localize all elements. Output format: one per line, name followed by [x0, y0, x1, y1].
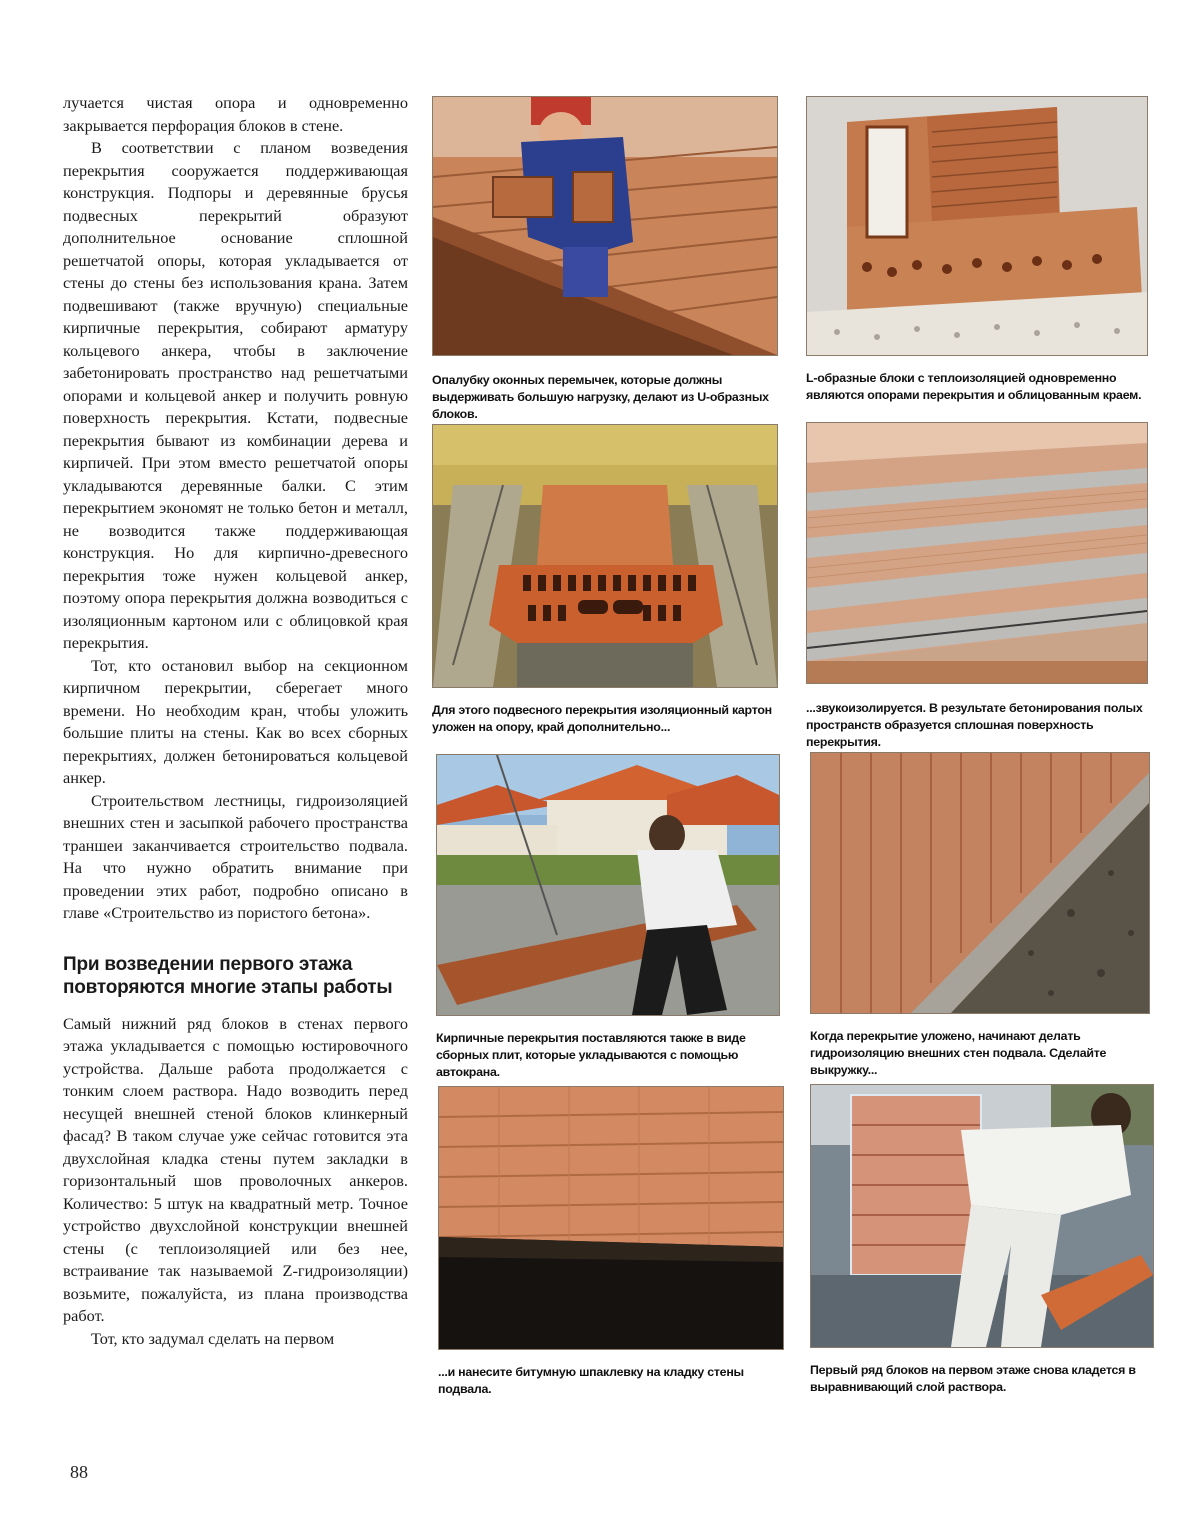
photo-first-row-worker	[810, 1084, 1154, 1348]
photo-caption: Когда перекрытие уложено, начинают делать гидроизоляцию внешних стен подвала. Сделайте выкружку...	[810, 1029, 1107, 1077]
photo-worker-u-blocks	[432, 96, 778, 356]
photo-caption: Первый ряд блоков на первом этаже снова кладется в выравнивающий слой раствора.	[810, 1363, 1136, 1394]
page-number: 88	[70, 1462, 88, 1482]
photo-basement-wall	[810, 752, 1150, 1014]
photo-caption: L-образные блоки с теплоизоляцией одновременно являются опорами перекрытия и облицованным краем.	[806, 371, 1142, 402]
photo-floor-beams	[806, 422, 1148, 684]
body-text-column	[63, 92, 408, 1350]
photo-caption: Опалубку оконных перемычек, которые должны выдерживать большую нагрузку, делают из U-образных блоков.	[432, 373, 769, 421]
paragraph: Тот, кто задумал сделать на первом	[91, 1328, 335, 1348]
paragraph: лучается чистая опора и одновременно закрывается перфорация блоков в стене.	[63, 93, 408, 135]
photo-floor-block-support	[432, 424, 778, 688]
photo-caption: ...звукоизолируется. В результате бетонирования полых пространств образуется сплошная поверхность перекрытия.	[806, 701, 1143, 749]
photo-caption: Для этого подвесного перекрытия изоляционный картон уложен на опору, край дополнительно...	[432, 703, 772, 734]
paragraph: Самый нижний ряд блоков в стенах первого этажа укладывается с помощью юстировочного устройства. Дальше работа продолжается с тонким слоем раствора. Надо возводить перед несущей внешней стеной блоков клинкерный фасад? В таком случае уже сейчас готовится эта двухслойная кладка стены путем закладки в горизонтальный шов проволочных анкеров. Количество: 5 штук на квадратный метр. Точное устройство двухслойной конструкции внешней стены (с теплоизоляцией или без нее, встраивание так называемой Z-гидроизоляции) возьмите, пожалуйста, из плана производства работ.	[63, 1013, 408, 1325]
photo-bitumen-wall	[438, 1086, 784, 1350]
section-heading: При возведении первого этажа повторяются многие этапы работы	[63, 953, 393, 998]
photo-l-blocks	[806, 96, 1148, 356]
paragraph: Тот, кто остановил выбор на секционном кирпичном перекрытии, сберегает много времени. Но необходим кран, чтобы уложить большие плиты на стены. Как во всех сборных перекрытиях, должен бетонироваться кольцевой анкер.	[63, 655, 408, 787]
photo-caption: Кирпичные перекрытия поставляются также в виде сборных плит, которые укладываются с помощью автокрана.	[436, 1031, 746, 1079]
paragraph: В соответствии с планом возведения перекрытия сооружается поддерживающая конструкция. Подпоры и деревянные брусья подвесных перекрытий образуют дополнительное основание сплошной решетчатой опоры, которая укладывается от стены до стены без использования крана. Затем подвешивают (также вручную) специальные кирпичные перекрытия, собирают арматуру кольцевого анкера, чтобы в заключение забетонировать пространство над решетчатыми опорами и кольцевой анкер и получить ровную поверхность перекрытия. Кстати, подвесные перекрытия бывают из комбинации дерева и кирпичей. При этом вместо решетчатой опоры укладываются деревянные балки. С этим перекрытием экономят не только бетон и металл, не возводится также поддерживающая конструкция. Но для кирпично-древесного перекрытия тоже нужен кольцевой анкер, поэтому опора перекрытия должна возводиться с изоляционным картоном или с облицовкой края перекрытия.	[63, 138, 408, 652]
photo-crane-slab	[436, 754, 780, 1016]
photo-caption: ...и нанесите битумную шпаклевку на кладку стены подвала.	[438, 1365, 744, 1396]
paragraph: Строительством лестницы, гидроизоляцией внешних стен и засыпкой рабочего пространства траншеи заканчивается строительство подвала. На что нужно обратить внимание при проведении этих работ, подробно описано в главе «Строительство из пористого бетона».	[63, 790, 408, 922]
